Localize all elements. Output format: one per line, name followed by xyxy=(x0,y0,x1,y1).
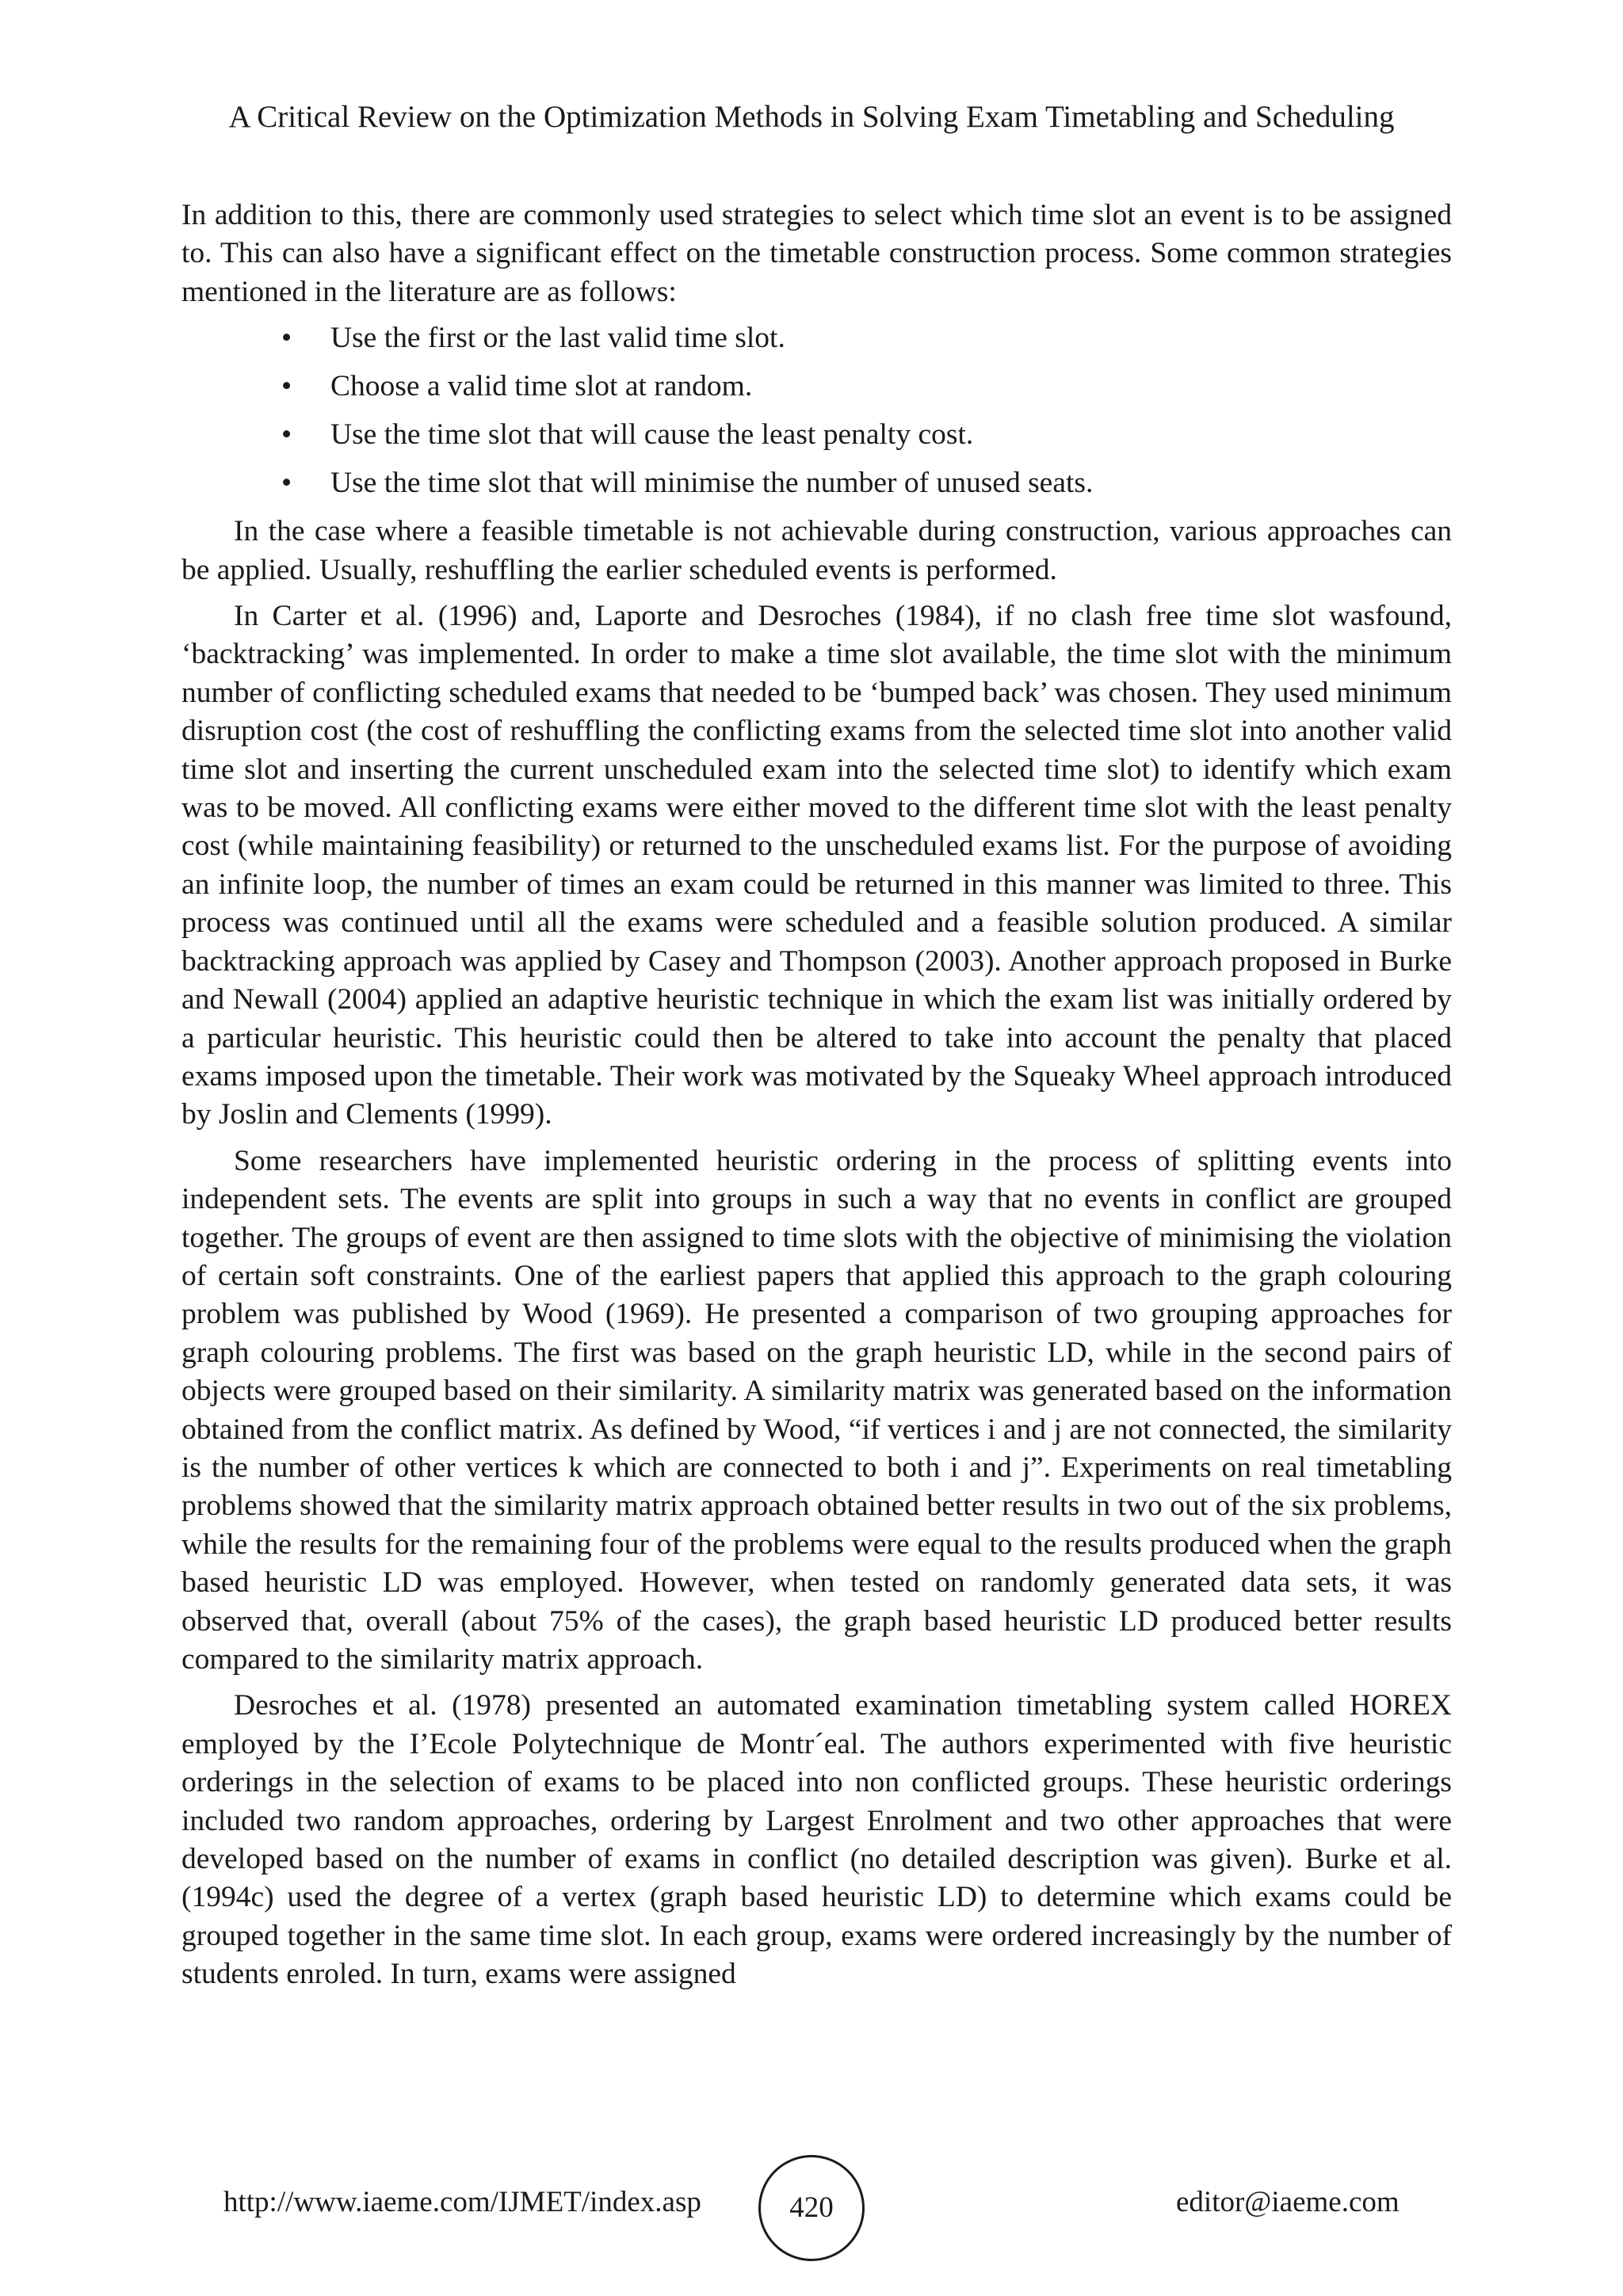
list-item xyxy=(181,416,1452,454)
page-footer xyxy=(0,2155,1623,2250)
footer-email-link[interactable]: editor@iaeme.com xyxy=(1176,2186,1400,2218)
strategy-list xyxy=(181,319,1452,502)
intro-paragraph: In addition to this, there are commonly used strategies to select which time slot an event is to be assigned to. This can also have a significant effect on the timetable construction process. Some common strategies mentioned in the literature are as follows: xyxy=(181,199,1452,308)
article-body xyxy=(181,196,1452,1994)
paragraph-independent-sets: Some researchers have implemented heuristic ordering in the process of splitting events into independent sets. The events are split into groups in such a way that no events in conflict are grouped together. The groups of event are then assigned to time slots with the objective of minimising the violation of certain soft constraints. One of the earliest papers that applied this approach to the graph colouring problem was published by Wood (1969). He presented a comparison of two grouping approaches for graph colouring problems. The first was based on the graph heuristic LD, while in the second pairs of objects were grouped based on their similarity. A similarity matrix was generated based on the information obtained from the conflict matrix. As defined by Wood, “if vertices i and j are not connected, the similarity is the number of other vertices k which are connected to both i and j”. Experiments on real timetabling problems showed that the similarity matrix approach obtained better results in two out of the six problems, while the results for the remaining four of the problems were equal to the results produced when the graph based heuristic LD was employed. However, when tested on randomly generated data sets, it was observed that, overall (about 75% of the cases), the graph based heuristic LD produced better results compared to the similarity matrix approach. xyxy=(181,1144,1452,1676)
footer-url-link[interactable]: http://www.iaeme.com/IJMET/index.asp xyxy=(223,2186,701,2218)
bullet-icon: • xyxy=(281,322,292,355)
list-item-text: Use the time slot that will cause the least penalty cost. xyxy=(330,418,974,452)
list-item xyxy=(181,368,1452,406)
bullet-icon: • xyxy=(281,418,292,452)
page-number: 420 xyxy=(758,2155,865,2261)
paragraph-infeasible: In the case where a feasible timetable is not achievable during construction, various approaches can be applied. Usually, reshuffling the earlier scheduled events is performed. xyxy=(181,515,1452,586)
running-header: A Critical Review on the Optimization Methods in Solving Exam Timetabling and Scheduling xyxy=(228,100,1395,134)
list-item-text: Use the time slot that will minimise the number of unused seats. xyxy=(330,467,1094,500)
list-item-text: Use the first or the last valid time slot. xyxy=(330,322,785,355)
paragraph-horex: Desroches et al. (1978) presented an automated examination timetabling system called HOREX employed by the I’Ecole Polytechnique de Montr´eal. The authors experimented with five heuristic orderings in the selection of exams to be placed into non conflicted groups. These heuristic orderings included two random approaches, ordering by Largest Enrolment and two other approaches that were developed based on the number of exams in conflict (no detailed description was given). Burke et al. (1994c) used the degree of a vertex (graph based heuristic LD) to determine which exams could be grouped together in the same time slot. In each group, exams were ordered increasingly by the number of students enroled. In turn, exams were assigned xyxy=(181,1689,1452,1991)
paragraph-backtracking: In Carter et al. (1996) and, Laporte and Desroches (1984), if no clash free time slot wasfound, ‘backtracking’ was implemented. In order to make a time slot available, the time slot with the minimum number of conflicting scheduled exams that needed to be ‘bumped back’ was chosen. They used minimum disruption cost (the cost of reshuffling the conflicting exams from the selected time slot into another valid time slot and inserting the current unscheduled exam into the selected time slot) to identify which exam was to be moved. All conflicting exams were either moved to the different time slot with the least penalty cost (while maintaining feasibility) or returned to the unscheduled exams list. For the purpose of avoiding an infinite loop, the number of times an exam could be returned in this manner was limited to three. This process was continued until all the exams were scheduled and a feasible solution produced. A similar backtracking approach was applied by Casey and Thompson (2003). Another approach proposed in Burke and Newall (2004) applied an adaptive heuristic technique in which the exam list was initially ordered by a particular heuristic. This heuristic could then be altered to take into account the penalty that placed exams imposed upon the timetable. Their work was motivated by the Squeaky Wheel approach introduced by Joslin and Clements (1999). xyxy=(181,600,1452,1131)
list-item-text: Choose a valid time slot at random. xyxy=(330,370,753,403)
bullet-icon: • xyxy=(281,467,292,500)
bullet-icon: • xyxy=(281,370,292,403)
list-item xyxy=(181,319,1452,357)
list-item xyxy=(181,464,1452,502)
